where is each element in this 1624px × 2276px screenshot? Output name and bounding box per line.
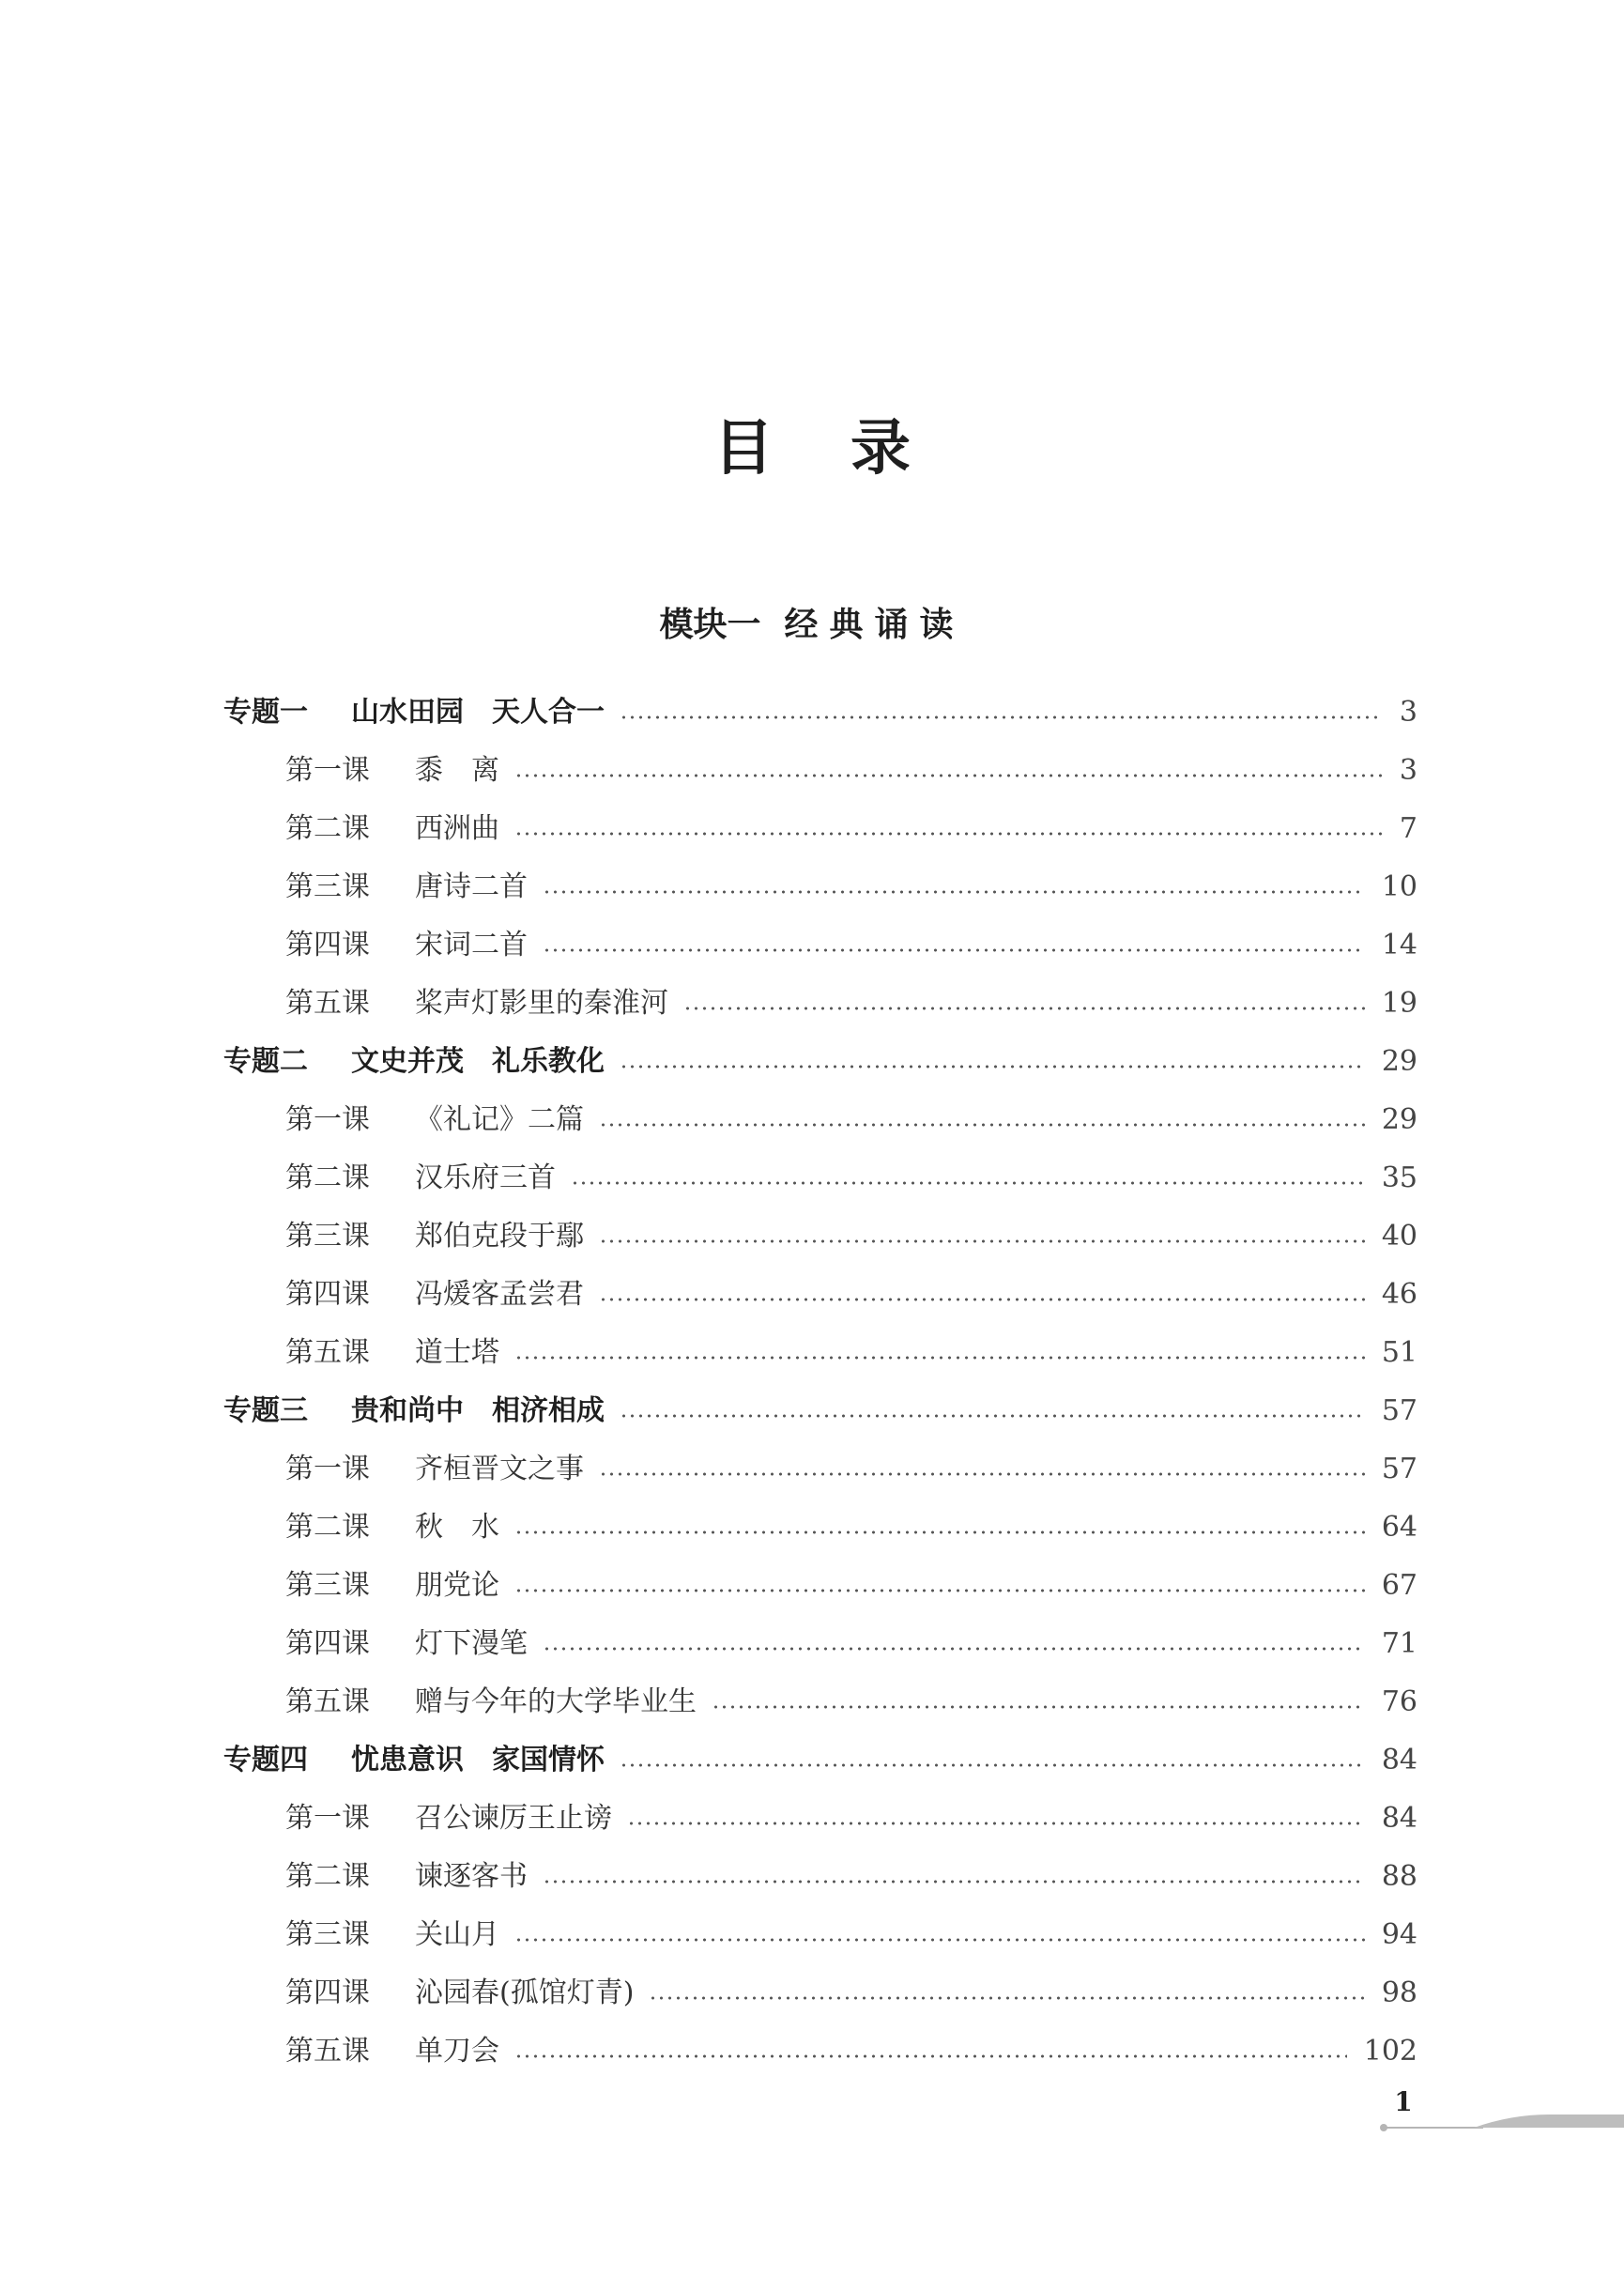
dot-leader bbox=[599, 1239, 1365, 1243]
lesson-number: 第二课 bbox=[285, 812, 370, 845]
lesson-row[interactable] bbox=[285, 1964, 1417, 2022]
lesson-row[interactable] bbox=[285, 1091, 1417, 1149]
dot-leader bbox=[620, 1065, 1365, 1069]
lesson-number: 第三课 bbox=[285, 1220, 370, 1253]
lesson-title: 召公谏厉王止谤 bbox=[415, 1802, 612, 1835]
lesson-title: 关山月 bbox=[415, 1918, 499, 1951]
lesson-row[interactable] bbox=[285, 1673, 1417, 1731]
lesson-page-number: 71 bbox=[1381, 1627, 1417, 1660]
lesson-number: 第二课 bbox=[285, 1161, 370, 1194]
lesson-page-number: 98 bbox=[1381, 1976, 1417, 2009]
dot-leader bbox=[514, 1938, 1365, 1942]
topic-row[interactable] bbox=[223, 1382, 1417, 1440]
dot-leader bbox=[514, 2054, 1347, 2058]
lesson-title: 道士塔 bbox=[415, 1336, 499, 1369]
topic-page-number: 57 bbox=[1381, 1394, 1417, 1427]
dot-leader bbox=[571, 1181, 1365, 1185]
lesson-page-number: 102 bbox=[1363, 2035, 1417, 2068]
lesson-page-number: 64 bbox=[1381, 1511, 1417, 1544]
lesson-number: 第三课 bbox=[285, 1918, 370, 1951]
lesson-title: 齐桓晋文之事 bbox=[415, 1453, 584, 1485]
lesson-number: 第四课 bbox=[285, 1976, 370, 2009]
lesson-title: 朋党论 bbox=[415, 1569, 499, 1602]
lesson-title: 西洲曲 bbox=[415, 812, 499, 845]
dot-leader bbox=[649, 1996, 1364, 2000]
topic-title: 文史并茂 礼乐教化 bbox=[351, 1045, 605, 1078]
lesson-number: 第四课 bbox=[285, 1278, 370, 1311]
lesson-row[interactable] bbox=[285, 1848, 1417, 1906]
topic-page-number: 3 bbox=[1399, 696, 1417, 729]
lesson-row[interactable] bbox=[285, 1207, 1417, 1266]
topic-title: 忧患意识 家国情怀 bbox=[351, 1744, 605, 1776]
lesson-number: 第三课 bbox=[285, 1569, 370, 1602]
lesson-title: 沁园春(孤馆灯青) bbox=[415, 1976, 635, 2009]
lesson-number: 第一课 bbox=[285, 1802, 370, 1835]
lesson-number: 第一课 bbox=[285, 1453, 370, 1485]
lesson-number: 第五课 bbox=[285, 1685, 370, 1718]
lesson-number: 第四课 bbox=[285, 929, 370, 961]
topic-title: 贵和尚中 相济相成 bbox=[351, 1394, 605, 1427]
lesson-title: 谏逐客书 bbox=[415, 1860, 528, 1893]
lesson-title: 汉乐府三首 bbox=[415, 1161, 556, 1194]
lesson-page-number: 10 bbox=[1381, 870, 1417, 903]
topic-title: 山水田园 天人合一 bbox=[351, 696, 605, 729]
lesson-row[interactable] bbox=[285, 1324, 1417, 1382]
lesson-row[interactable] bbox=[285, 1440, 1417, 1499]
dot-leader bbox=[514, 774, 1382, 777]
lesson-number: 第一课 bbox=[285, 1103, 370, 1136]
dot-leader bbox=[599, 1123, 1365, 1127]
topic-row[interactable] bbox=[223, 1731, 1417, 1790]
dot-leader bbox=[543, 890, 1365, 894]
lesson-page-number: 94 bbox=[1381, 1918, 1417, 1951]
lesson-row[interactable] bbox=[285, 1557, 1417, 1615]
lesson-row[interactable] bbox=[285, 858, 1417, 916]
lesson-title: 桨声灯影里的秦淮河 bbox=[415, 987, 668, 1020]
dot-leader bbox=[599, 1298, 1365, 1301]
lesson-row[interactable] bbox=[285, 1906, 1417, 1964]
lesson-title: 唐诗二首 bbox=[415, 870, 528, 903]
lesson-number: 第三课 bbox=[285, 870, 370, 903]
topic-page-number: 84 bbox=[1381, 1744, 1417, 1776]
dot-leader bbox=[514, 832, 1382, 836]
lesson-number: 第二课 bbox=[285, 1860, 370, 1893]
lesson-row[interactable] bbox=[285, 800, 1417, 858]
lesson-title: 宋词二首 bbox=[415, 929, 528, 961]
lesson-row[interactable] bbox=[285, 1790, 1417, 1848]
lesson-title: 赠与今年的大学毕业生 bbox=[415, 1685, 697, 1718]
lesson-title: 《礼记》二篇 bbox=[415, 1103, 584, 1136]
module-name: 经典诵读 bbox=[784, 606, 965, 644]
topic-number: 专题一 bbox=[223, 696, 308, 729]
topic-page-number: 29 bbox=[1381, 1045, 1417, 1078]
page-number: 1 bbox=[1394, 2086, 1413, 2117]
lesson-title: 郑伯克段于鄢 bbox=[415, 1220, 584, 1253]
lesson-row[interactable] bbox=[285, 1149, 1417, 1207]
module-label: 模块一 bbox=[659, 606, 761, 644]
topic-number: 专题四 bbox=[223, 1744, 308, 1776]
lesson-page-number: 40 bbox=[1381, 1220, 1417, 1253]
lesson-number: 第五课 bbox=[285, 987, 370, 1020]
lesson-page-number: 76 bbox=[1381, 1685, 1417, 1718]
lesson-row[interactable] bbox=[285, 1615, 1417, 1673]
lesson-page-number: 14 bbox=[1381, 929, 1417, 961]
dot-leader bbox=[683, 1007, 1365, 1010]
lesson-number: 第四课 bbox=[285, 1627, 370, 1660]
lesson-page-number: 51 bbox=[1381, 1336, 1417, 1369]
dot-leader bbox=[514, 1530, 1365, 1534]
lesson-title: 冯煖客孟尝君 bbox=[415, 1278, 584, 1311]
lesson-page-number: 46 bbox=[1381, 1278, 1417, 1311]
page-title: 目录 bbox=[713, 413, 988, 484]
lesson-number: 第二课 bbox=[285, 1511, 370, 1544]
lesson-page-number: 3 bbox=[1399, 754, 1417, 787]
lesson-row[interactable] bbox=[285, 975, 1417, 1033]
topic-number: 专题二 bbox=[223, 1045, 308, 1078]
module-heading bbox=[0, 597, 1624, 654]
lesson-row[interactable] bbox=[285, 1499, 1417, 1557]
topic-row[interactable] bbox=[223, 1033, 1417, 1091]
lesson-page-number: 7 bbox=[1399, 812, 1417, 845]
lesson-page-number: 29 bbox=[1381, 1103, 1417, 1136]
dot-leader bbox=[712, 1705, 1365, 1709]
lesson-number: 第一课 bbox=[285, 754, 370, 787]
lesson-page-number: 19 bbox=[1381, 987, 1417, 1020]
lesson-title: 秋 水 bbox=[415, 1511, 499, 1544]
page-corner-decoration bbox=[1371, 2113, 1624, 2135]
lesson-number: 第五课 bbox=[285, 2035, 370, 2068]
lesson-title: 黍 离 bbox=[415, 754, 499, 787]
lesson-page-number: 57 bbox=[1381, 1453, 1417, 1485]
lesson-number: 第五课 bbox=[285, 1336, 370, 1369]
dot-leader bbox=[627, 1822, 1365, 1825]
dot-leader bbox=[620, 1414, 1365, 1418]
lesson-page-number: 35 bbox=[1381, 1161, 1417, 1194]
lesson-title: 灯下漫笔 bbox=[415, 1627, 528, 1660]
dot-leader bbox=[599, 1472, 1365, 1476]
lesson-row[interactable] bbox=[285, 1266, 1417, 1324]
dot-leader bbox=[543, 1880, 1365, 1884]
lesson-title: 单刀会 bbox=[415, 2035, 499, 2068]
lesson-page-number: 88 bbox=[1381, 1860, 1417, 1893]
dot-leader bbox=[543, 948, 1365, 952]
dot-leader bbox=[620, 1763, 1365, 1767]
lesson-row[interactable] bbox=[285, 2022, 1417, 2081]
topic-number: 专题三 bbox=[223, 1394, 308, 1427]
dot-leader bbox=[514, 1589, 1365, 1592]
dot-leader bbox=[543, 1647, 1365, 1651]
lesson-row[interactable] bbox=[285, 916, 1417, 975]
topic-row[interactable] bbox=[223, 684, 1417, 742]
dot-leader bbox=[514, 1356, 1365, 1360]
lesson-page-number: 67 bbox=[1381, 1569, 1417, 1602]
lesson-page-number: 84 bbox=[1381, 1802, 1417, 1835]
dot-leader bbox=[620, 715, 1382, 719]
lesson-row[interactable] bbox=[285, 742, 1417, 800]
